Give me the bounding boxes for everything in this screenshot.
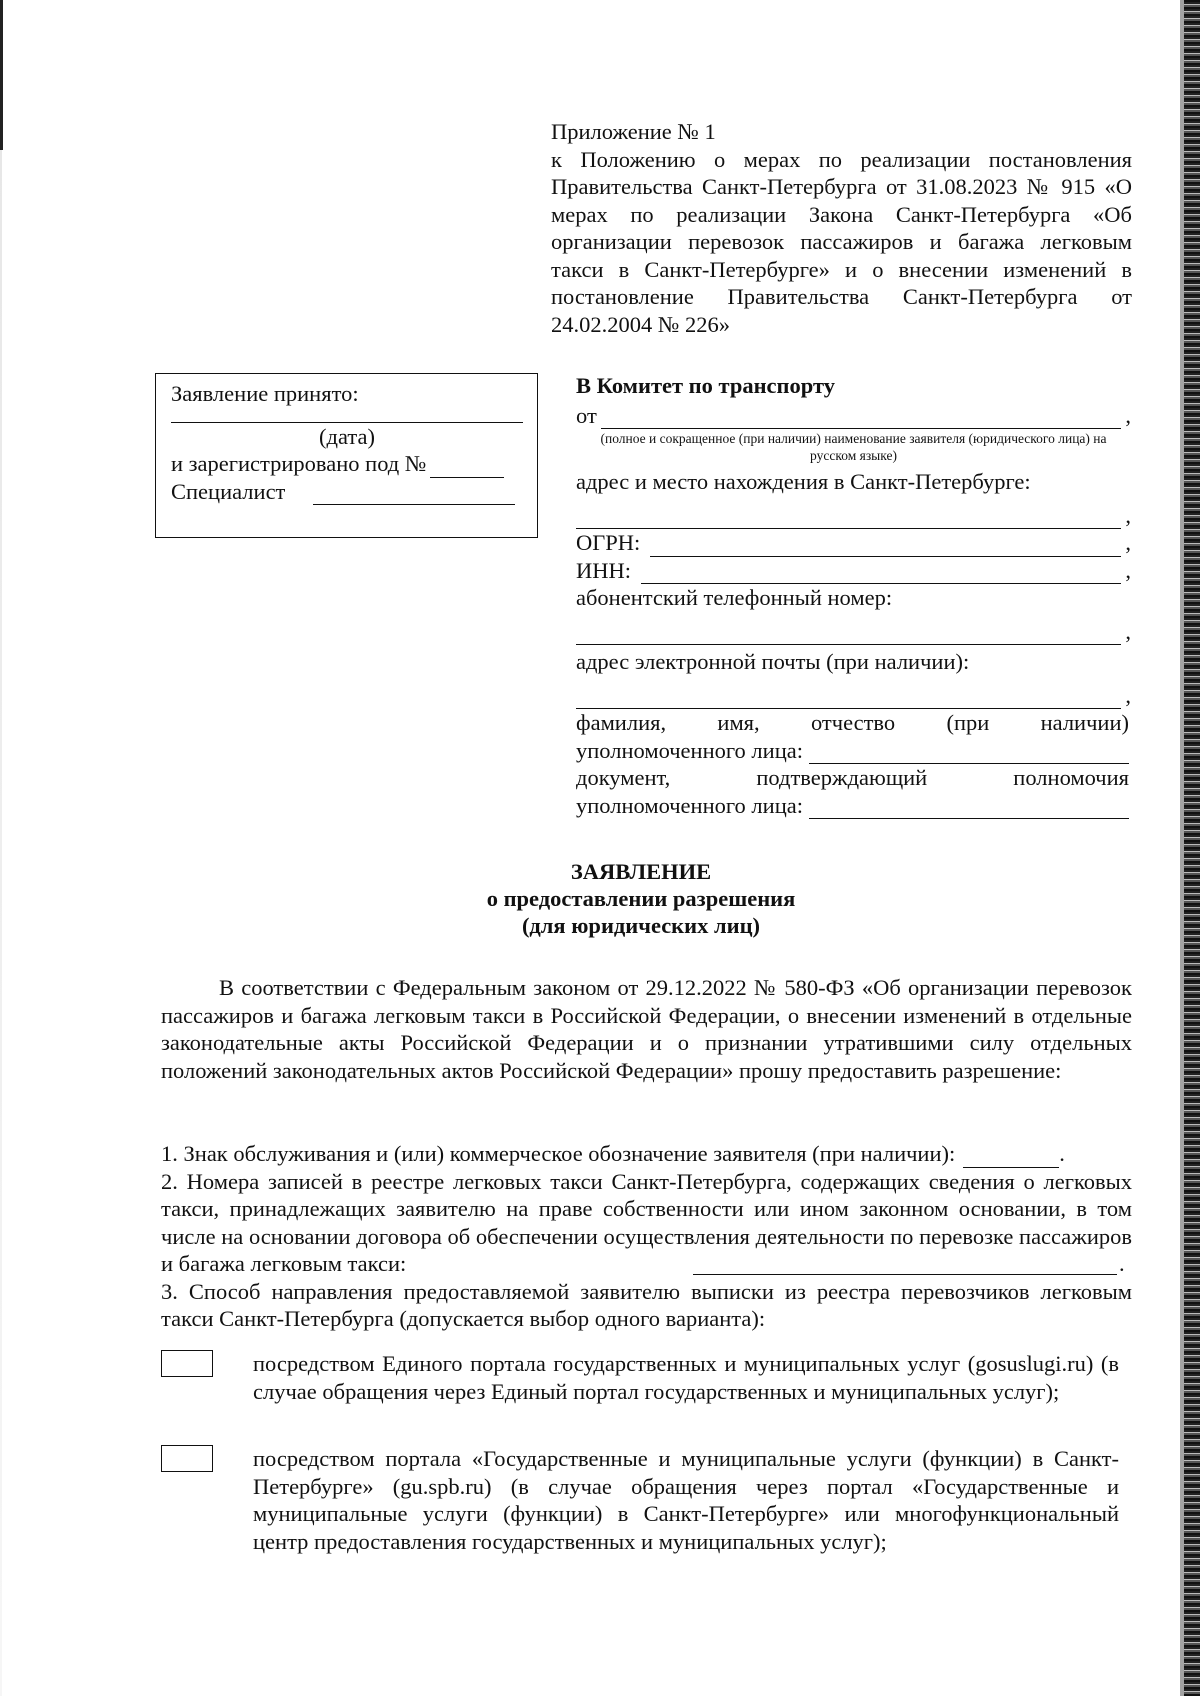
option-gu-spb-text: посредством портала «Государственные и муниципальные услуги (функции) в Санкт-Петербурге» (gu.spb.ru) (в случае обращения через портал «Государственные и муниципальные услуги (функции) в Санкт-Петербурге» или многофункциональный центр предоставления государственных и муниципальных услуг); [253, 1446, 1119, 1554]
item-3: 3. Способ направления предоставляемой заявителю выписки из реестра перевозчиков легковым такси Санкт-Петербурга (допускается выбор одного варианта): [161, 1278, 1132, 1331]
email-field[interactable] [576, 688, 1121, 709]
received-stamp-box [155, 373, 538, 538]
person-label-2: уполномоченного лица: [576, 737, 803, 763]
item-2-wrap [161, 1168, 1132, 1278]
inn-label: ИНН: [576, 557, 631, 583]
option-gu-spb-checkbox[interactable] [161, 1445, 213, 1472]
item-2: 2. Номера записей в реестре легковых такси Санкт-Петербурга, содержащих сведения о легковых такси, принадлежащих заявителю на праве собственности или ином законном основании, в том числе на основании договора об обеспечении осуществления деятельности по перевозке пассажиров и багажа легковым такси: [161, 1168, 1132, 1276]
specialist-label: Специалист [171, 478, 286, 504]
address-row: , [576, 502, 1131, 530]
phone-field[interactable] [576, 624, 1121, 645]
option-gosuslugi [161, 1350, 1132, 1405]
ogrn-label: ОГРН: [576, 530, 641, 555]
option-gu-spb [161, 1445, 1132, 1555]
authorized-person-field[interactable] [809, 743, 1129, 764]
heading-line-1: ЗАЯВЛЕНИЕ [570, 859, 712, 884]
item-1: 1. Знак обслуживания и (или) коммерческое обозначение заявителя (при наличии): [161, 1141, 956, 1166]
phone-row: , [576, 618, 1131, 646]
person-row [576, 737, 1129, 765]
registry-numbers-field[interactable] [693, 1273, 1117, 1275]
heading-line-3: (для юридических лиц) [521, 913, 761, 938]
service-mark-field[interactable] [963, 1147, 1059, 1168]
document-label: документ, подтверждающий полномочия [576, 765, 1129, 790]
from-row: от , [576, 402, 1131, 428]
from-hint: (полное и сокращенное (при наличии) наименование заявителя (юридического лица) на русском языке) [600, 431, 1107, 463]
registration-number-field[interactable] [430, 457, 504, 478]
heading-line-2: о предоставлении разрешения [486, 886, 796, 911]
inn-row: ИНН: , [576, 557, 1131, 583]
applicant-name-field[interactable] [601, 408, 1121, 429]
address-field[interactable] [576, 508, 1121, 529]
date-line[interactable] [171, 408, 523, 423]
items-block [161, 1140, 1132, 1333]
option-gosuslugi-text: посредством Единого портала государственных и муниципальных услуг (gosuslugi.ru) (в случае обращения через Единый портал государственных и муниципальных услуг); [253, 1351, 1119, 1404]
scan-right-edge [1184, 0, 1200, 1696]
intro-paragraph: В соответствии с Федеральным законом от 29.12.2022 № 580-ФЗ «Об организации перевозок пассажиров и багажа легковым такси в Российской Федерации, о внесении изменений в отдельные законодательные акты Российской Федерации и о признании утратившими силу отдельных положений законодательных актов Российской Федерации» прошу предоставить разрешение: [161, 975, 1132, 1083]
option-gosuslugi-checkbox[interactable] [161, 1350, 213, 1377]
appendix-title: Приложение № 1 [551, 119, 716, 144]
email-row: , [576, 682, 1131, 710]
from-label: от [576, 402, 597, 428]
accepted-label: Заявление принято: [171, 381, 359, 406]
phone-label: абонентский телефонный номер: [576, 585, 893, 610]
registered-label: и зарегистрировано под № [171, 451, 427, 476]
document-heading [150, 858, 1132, 939]
document-row [576, 792, 1129, 820]
date-label: (дата) [319, 423, 375, 449]
person-label: фамилия, имя, отчество (при наличии) [576, 710, 1129, 735]
body-text [161, 974, 1132, 1084]
address-label: адрес и место нахождения в Санкт-Петербурге: [576, 469, 1031, 494]
inn-field[interactable] [641, 563, 1121, 584]
registered-row [171, 450, 523, 478]
specialist-row [171, 478, 523, 506]
item-1-row: 1. Знак обслуживания и (или) коммерческое обозначение заявителя (при наличии): . [161, 1141, 1065, 1166]
recipient-label: В Комитет по транспорту [576, 373, 835, 398]
ogrn-field[interactable] [650, 536, 1121, 557]
scan-left-edge [0, 0, 2, 1696]
document-label-2: уполномоченного лица: [576, 792, 803, 818]
appendix-text: к Положению о мерах по реализации постановления Правительства Санкт-Петербурга от 31.08.2023 № 915 «О мерах по реализации Закона Санкт-Петербурга «Об организации перевозок пассажиров и багажа легковым такси в Санкт-Петербурге» и о внесении изменений в постановление Правительства Санкт-Петербурга от 24.02.2004 № 226» [551, 146, 1132, 337]
ogrn-row: ОГРН: , [576, 530, 1131, 555]
specialist-field[interactable] [313, 484, 515, 505]
scan-left-mark [0, 0, 3, 150]
authority-document-field[interactable] [809, 798, 1129, 819]
appendix-block [551, 118, 1132, 338]
applicant-block [576, 372, 1131, 819]
item-2-period: . [1119, 1251, 1125, 1276]
email-label: адрес электронной почты (при наличии): [576, 649, 970, 674]
